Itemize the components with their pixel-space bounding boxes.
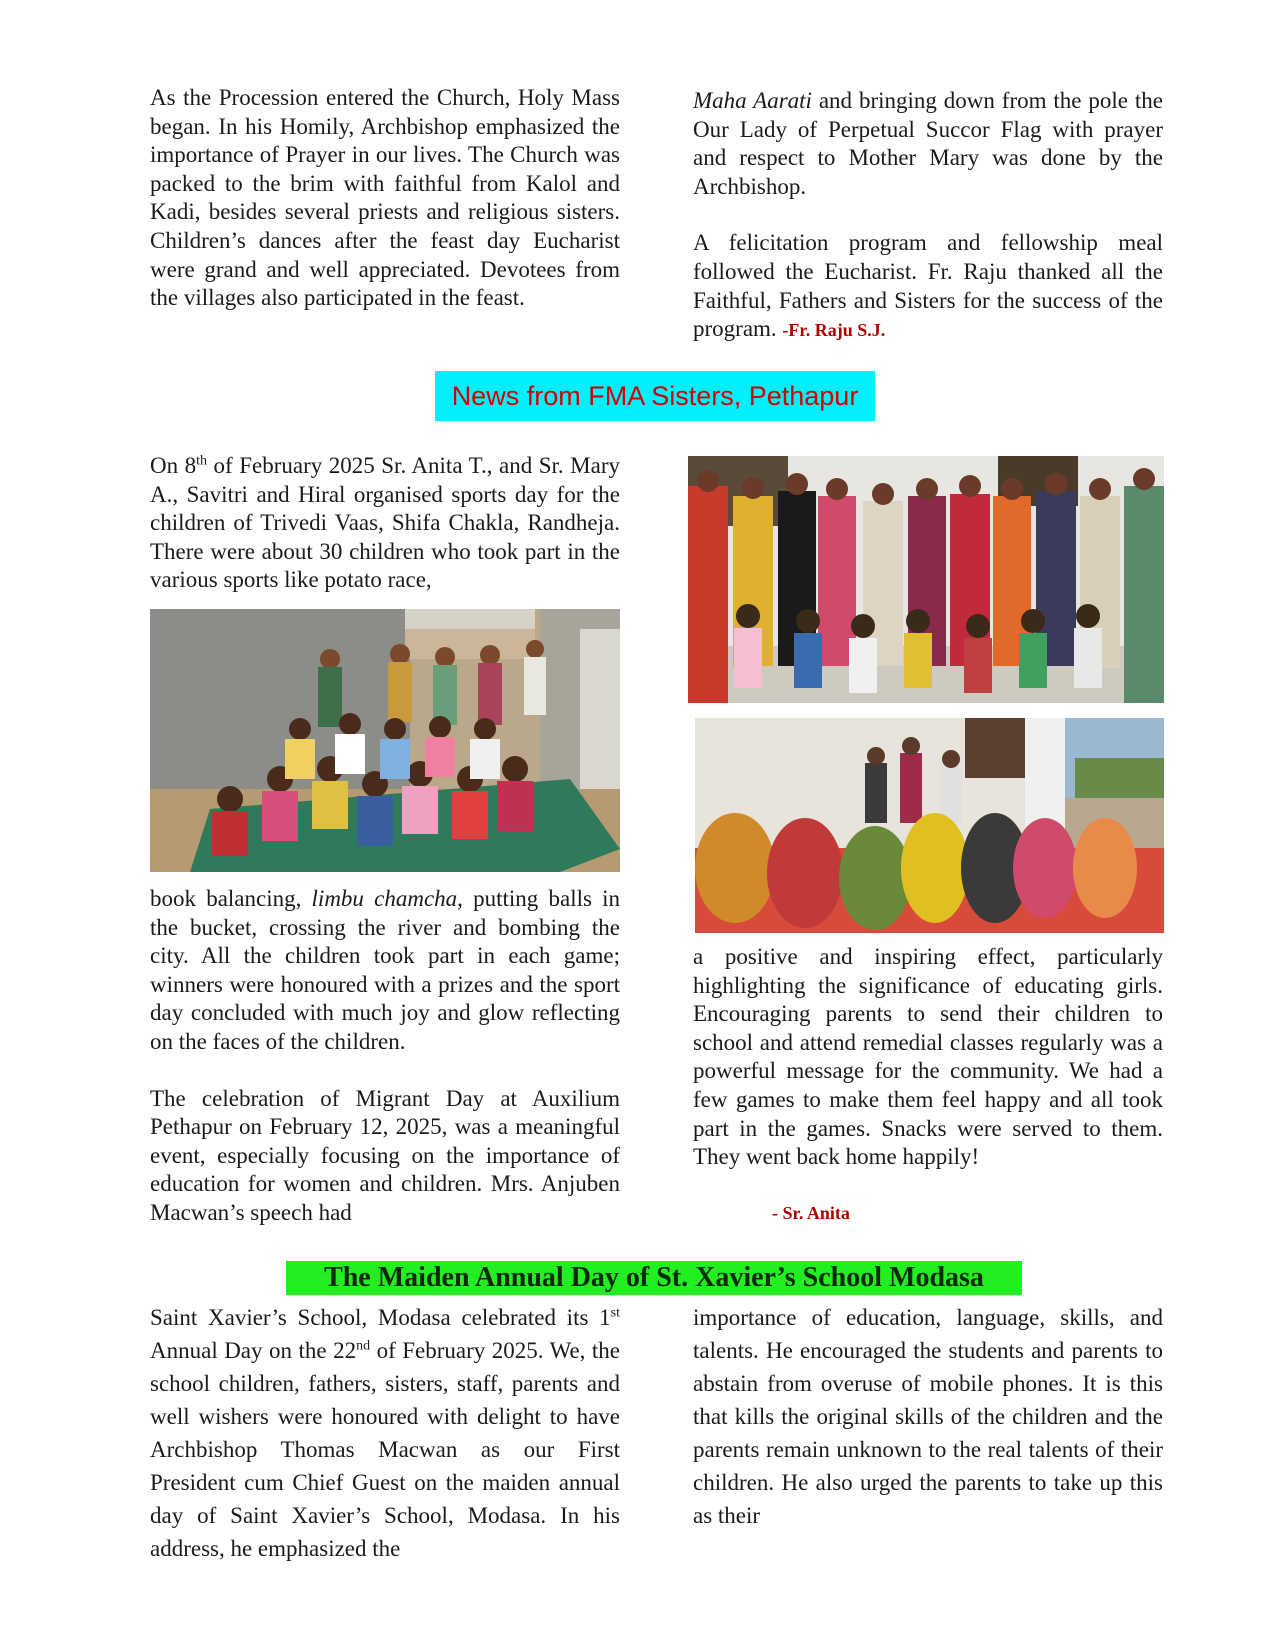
sports-day-intro	[150, 452, 620, 595]
intro-pre: On 8	[150, 453, 197, 478]
left-sup2: nd	[356, 1338, 371, 1354]
intro-sup: th	[196, 453, 208, 469]
annual-day-right	[693, 1301, 1163, 1532]
migrant-day-text: The celebration of Migrant Day at Auxilium Pethapur on February 12, 2025, was a meaningful event, especially focusing on the importance of education for women and children. Mrs. Anjuben Macwan’s speech had	[150, 1085, 620, 1225]
raju-signature: -Fr. Raju S.J.	[782, 320, 886, 341]
cont-pre: book balancing,	[150, 886, 312, 911]
migrant-meeting-photo	[695, 718, 1164, 933]
top-right-column	[693, 87, 1163, 345]
annual-day-left-text	[150, 1301, 620, 1565]
anita-signature: - Sr. Anita	[772, 1203, 850, 1223]
limbu-chamcha-italic: limbu chamcha	[311, 886, 458, 911]
annual-day-left	[150, 1301, 620, 1565]
sports-day-intro-text	[150, 452, 620, 595]
cont-post: , putting balls in the bucket, crossing the river and bombing the city. All the children took part in each game; winners were honoured with a prizes and the sport day concluded with much joy and glow reflecting on the faces of the children.	[150, 886, 621, 1054]
intro-post: of February 2025 Sr. Anita T., and Sr. Mary A., Savitri and Hiral organised sports day for the children of Trivedi Vaas, Shifa Chakla, Randheja. There were about 30 children who took part in the various sports like potato race,	[150, 453, 620, 593]
felicitation-paragraph	[693, 229, 1163, 344]
top-left-paragraph	[150, 84, 620, 313]
procession-text: As the Procession entered the Church, Holy Mass began. In his Homily, Archbishop emphasized the importance of Prayer in our lives. The Church was packed to the brim with faithful from Kalol and Kadi, besides several priests and religious sisters. Children’s dances after the feast day Eucharist were grand and well appreciated. Devotees from the villages also participated in the feast.	[150, 85, 620, 311]
migrant-day-continuation	[693, 943, 1163, 1172]
migrant-group-photo	[688, 456, 1164, 703]
positive-effect-text: a positive and inspiring effect, particularly highlighting the significance of educating girls. Encouraging parents to send their children to school and attend remedial classes regularly was a powerful message for the community. We had a few games to make them feel happy and all took part in the games. Snacks were served to them. They went back home happily!	[693, 944, 1163, 1170]
xavier-section-heading: The Maiden Annual Day of St. Xavier’s School Modasa	[286, 1261, 1022, 1295]
aarati-rest: and bringing down from the pole the Our Lady of Perpetual Succor Flag with prayer and respect to Mother Mary was done by the Archbishop.	[693, 88, 1164, 199]
left-post: of February 2025. We, the school children, fathers, sisters, staff, parents and well wishers were honoured with delight to have Archbishop Thomas Macwan as our First President cum Chief Guest on the maiden annual day of Saint Xavier’s School, Modasa. In his address, he emphasized the	[150, 1338, 620, 1561]
left-sup1: st	[610, 1305, 620, 1321]
sports-games-text	[150, 885, 620, 1057]
left-pre: Saint Xavier’s School, Modasa celebrated its 1	[150, 1305, 611, 1330]
felicitation-text: A felicitation program and fellowship meal followed the Eucharist. Fr. Raju thanked all the Faithful, Fathers and Sisters for the success of the program.	[693, 230, 1163, 342]
fma-section-heading: News from FMA Sisters, Pethapur	[435, 371, 875, 421]
left-mid: Annual Day on the 22	[150, 1338, 357, 1363]
sports-day-continuation	[150, 885, 620, 1228]
maha-aarati-italic: Maha Aarati	[693, 88, 812, 113]
annual-day-right-text: importance of education, language, skills, and talents. He encouraged the students and parents to abstain from overuse of mobile phones. It is this that kills the original skills of the children and the parents remain unknown to the real talents of their children. He also urged the parents to take up this as their	[693, 1305, 1163, 1528]
children-sports-photo	[150, 609, 620, 872]
aarati-paragraph	[693, 87, 1163, 201]
